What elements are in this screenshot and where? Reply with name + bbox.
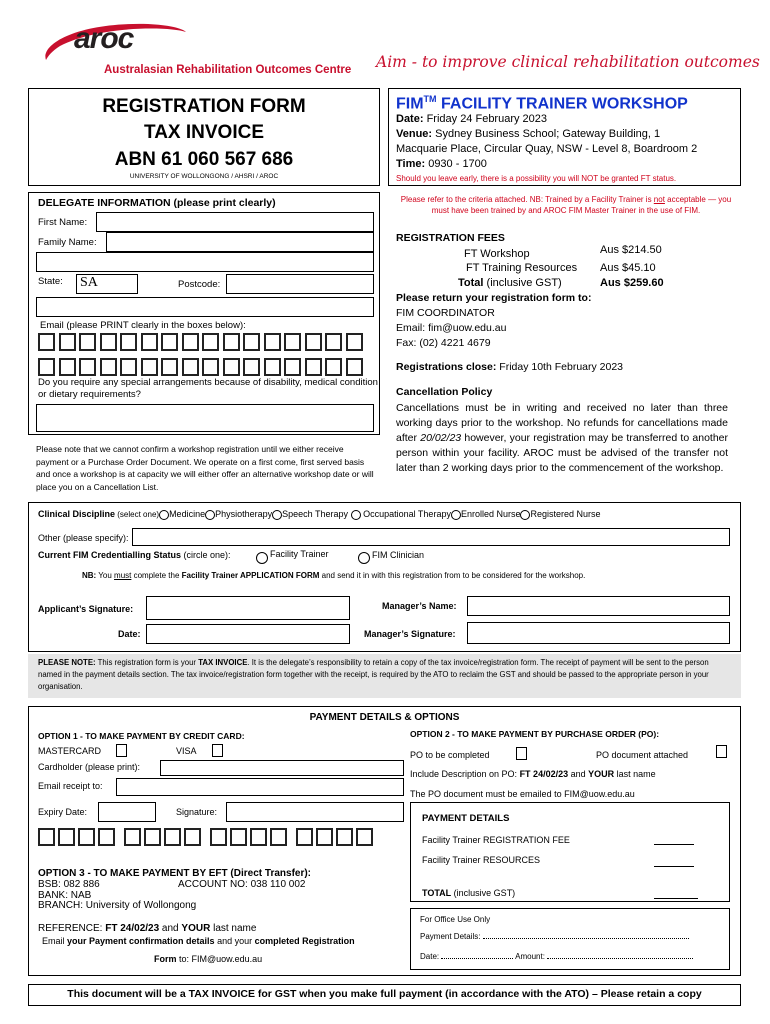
ref-and: and: [159, 923, 182, 934]
credential-hint: (circle one):: [181, 550, 231, 560]
cancellation-heading: Cancellation Policy: [396, 386, 493, 398]
credential-label: Current FIM Credentialling Status: [38, 550, 182, 560]
facility-field[interactable]: [36, 252, 374, 272]
bsb: BSB: 082 886: [38, 879, 100, 890]
mobile-field[interactable]: [36, 297, 374, 317]
email-label: Email (please PRINT clearly in the boxes below):: [40, 320, 246, 331]
cancellation-text: [396, 401, 728, 476]
radio-physiotherapy[interactable]: [205, 510, 215, 520]
radio-occupational-therapy[interactable]: [351, 510, 361, 520]
coordinator-email: Email: fim@uow.edu.au: [396, 322, 507, 334]
aroc-logo: [38, 16, 188, 68]
logo-text: aroc: [74, 22, 134, 55]
form-subtitle: UNIVERSITY OF WOLLONGONG / AHSRI / AROC: [129, 173, 279, 180]
first-name-label: First Name:: [38, 217, 88, 228]
email-char-box[interactable]: [182, 358, 199, 376]
ref-value: FT 24/02/23: [105, 923, 160, 934]
please-note-tax: TAX INVOICE: [198, 658, 248, 667]
office-payment-details: [420, 932, 689, 941]
radio-medicine[interactable]: [159, 510, 169, 520]
fee-row-resources-value: Aus $45.10: [600, 262, 656, 274]
postcode-field[interactable]: [226, 274, 374, 294]
email-char-box[interactable]: [182, 333, 199, 351]
ref-last: last name: [210, 923, 257, 934]
coordinator-fax: Fax: (02) 4221 4679: [396, 337, 491, 349]
email-char-box[interactable]: [223, 358, 240, 376]
bank: BANK: NAB: [38, 890, 92, 901]
discipline-select-hint: (select one): [115, 510, 160, 519]
postcode-label: Postcode:: [178, 279, 221, 290]
date-label-sig: Date:: [118, 629, 141, 639]
email-char-box[interactable]: [325, 358, 342, 376]
option2-heading: OPTION 2 - TO MAKE PAYMENT BY PURCHASE ORDER (PO):: [410, 729, 660, 739]
form-title: REGISTRATION FORM: [102, 96, 306, 117]
email-char-box[interactable]: [346, 333, 363, 351]
card-digit-box[interactable]: [124, 828, 141, 846]
cardholder-field[interactable]: [160, 760, 404, 776]
card-digit-box[interactable]: [210, 828, 227, 846]
email-char-box[interactable]: [264, 358, 281, 376]
option1-heading: OPTION 1 - TO MAKE PAYMENT BY CREDIT CARD:: [38, 731, 245, 741]
branch: BRANCH: University of Wollongong: [38, 900, 197, 911]
email-char-box[interactable]: [38, 358, 55, 376]
email-boxes-row-2[interactable]: [38, 358, 368, 378]
email-char-box[interactable]: [120, 358, 137, 376]
office-amount-label: Amount:: [515, 952, 545, 961]
fees-heading: REGISTRATION FEES: [396, 232, 505, 244]
email-char-box[interactable]: [100, 333, 117, 351]
please-note-t2: . It is the delegate’s responsibility to retain a copy of the tax invoice/registration form. The receipt of payment will be sent to the person named in the payment details section. The tax invoice/registration form together with the receipt, is required by the ATO to reclaim the GST and should be passed to the appropriate person in your organisation.: [38, 658, 709, 691]
email-char-box[interactable]: [325, 333, 342, 351]
cardholder-label: Cardholder (please print):: [38, 762, 141, 772]
radio-registered-nurse[interactable]: [520, 510, 530, 520]
discipline-label: Clinical Discipline: [38, 509, 116, 519]
office-pay-label: Payment Details:: [420, 932, 481, 941]
email-char-box[interactable]: [120, 333, 137, 351]
nb-prefix: NB:: [82, 571, 97, 580]
option-medicine: Medicine: [169, 509, 206, 519]
form-to-email: to: FIM@uow.edu.au: [176, 954, 263, 964]
nb-mid: complete the: [131, 571, 182, 580]
confirm-2: your Payment confirmation details: [67, 936, 215, 946]
pd-heading: PAYMENT DETAILS: [422, 813, 510, 824]
family-name-label: Family Name:: [38, 237, 97, 248]
card-digit-box[interactable]: [356, 828, 373, 846]
confirm-1: Email: [42, 936, 68, 946]
trademark: TM: [423, 94, 437, 104]
state-label: State:: [38, 276, 63, 287]
abn: ABN 61 060 567 686: [114, 149, 294, 170]
close-value: Friday 10th February 2023: [496, 361, 624, 373]
workshop-title-rest: FACILITY TRAINER WORKSHOP: [436, 95, 688, 113]
fee-total-value: Aus $259.60: [600, 277, 664, 289]
time-label: Time:: [396, 158, 426, 170]
manager-name-label: Manager’s Name:: [382, 601, 457, 611]
card-digit-box[interactable]: [144, 828, 161, 846]
visa-checkbox[interactable]: [212, 744, 223, 757]
radio-enrolled-nurse[interactable]: [451, 510, 461, 520]
payment-heading: PAYMENT DETAILS & OPTIONS: [309, 712, 460, 723]
option-occupational-therapy: Occupational Therapy: [363, 509, 451, 519]
venue-label: Venue:: [396, 128, 433, 140]
total-label: Total: [458, 277, 484, 289]
please-note-text: [38, 657, 734, 693]
option-enrolled-nurse: Enrolled Nurse: [460, 509, 521, 519]
option-speech-therapy: Speech Therapy: [282, 509, 349, 519]
credential-row: [38, 550, 231, 560]
office-date-amount: [420, 952, 693, 961]
confirmation-email: [42, 936, 355, 946]
criteria-not: not: [653, 195, 665, 204]
manager-name-field[interactable]: [467, 596, 730, 616]
close-label: Registrations close:: [396, 361, 497, 373]
reference: [38, 923, 256, 934]
venue-value: Sydney Business School; Gateway Building, 1: [432, 128, 661, 140]
cancel-text-1: Cancellations must be in writing and received no later than three working days prior to the workshop. No refunds for cancellations made after: [396, 402, 728, 444]
family-name-field[interactable]: [106, 232, 374, 252]
nb-you: You: [96, 571, 115, 580]
workshop-date: [396, 113, 547, 125]
cancel-date: 20/02/23: [420, 432, 462, 444]
fee-row-resources-label: FT Training Resources: [466, 262, 578, 274]
email-char-box[interactable]: [305, 333, 322, 351]
mastercard-label: MASTERCARD: [38, 746, 102, 756]
receipt-email-field[interactable]: [116, 778, 404, 796]
workshop-time: [396, 158, 487, 170]
return-heading: Please return your registration form to:: [396, 292, 592, 304]
option-registered-nurse: Registered Nurse: [530, 509, 601, 519]
tagline: Aim - to improve clinical rehabilitation outcomes: [376, 53, 760, 71]
card-digit-box[interactable]: [316, 828, 333, 846]
workshop-venue: [396, 128, 660, 140]
delegate-heading: DELEGATE INFORMATION (please print clearly): [38, 197, 276, 209]
special-arrangements-field[interactable]: [36, 404, 374, 432]
radio-fim-clinician[interactable]: [358, 552, 370, 564]
criteria-note: [396, 194, 736, 216]
card-digit-box[interactable]: [38, 828, 55, 846]
email-char-box[interactable]: [79, 333, 96, 351]
confirm-3: and your: [214, 936, 255, 946]
confirmation-note: Please note that we cannot confirm a workshop registration until we either receive payment or a Purchase Order Document. We operate on a first come, first served basis and once a workshop is at capacity we will either offer an alternative workshop date or will place you on a Cancellation List.: [36, 444, 374, 492]
card-number-boxes[interactable]: [38, 828, 378, 848]
email-char-box[interactable]: [38, 333, 55, 351]
pd-total: [422, 888, 515, 898]
manager-signature-label: Manager’s Signature:: [364, 629, 456, 639]
receipt-label: Email receipt to:: [38, 781, 103, 791]
confirm-4: completed Registration: [254, 936, 355, 946]
po-description: [410, 769, 656, 779]
option-facility-trainer: Facility Trainer: [270, 549, 329, 559]
email-char-box[interactable]: [223, 333, 240, 351]
office-date-label: Date:: [420, 952, 440, 961]
radio-facility-trainer[interactable]: [256, 552, 268, 564]
card-digit-box[interactable]: [98, 828, 115, 846]
card-digit-box[interactable]: [296, 828, 313, 846]
email-char-box[interactable]: [284, 358, 301, 376]
email-char-box[interactable]: [202, 358, 219, 376]
special-arrangements-label: Do you require any special arrangements because of disability, medical condition or dietary requirements?: [38, 377, 378, 400]
expiry-label: Expiry Date:: [38, 807, 88, 817]
office-use-label: For Office Use Only: [420, 915, 491, 924]
email-char-box[interactable]: [305, 358, 322, 376]
po-email-note: The PO document must be emailed to FIM@uow.edu.au: [410, 789, 635, 799]
option-fim-clinician: FIM Clinician: [372, 550, 425, 560]
email-char-box[interactable]: [141, 333, 158, 351]
po-attached-checkbox[interactable]: [716, 745, 727, 758]
total-note: (inclusive GST): [483, 277, 562, 289]
card-digit-box[interactable]: [164, 828, 181, 846]
card-signature-field[interactable]: [226, 802, 404, 822]
email-char-box[interactable]: [141, 358, 158, 376]
card-digit-box[interactable]: [336, 828, 353, 846]
office-date-line[interactable]: [441, 958, 513, 959]
fee-row-workshop-label: FT Workshop: [464, 248, 530, 260]
fee-row-workshop-value: Aus $214.50: [600, 244, 662, 256]
card-digit-box[interactable]: [230, 828, 247, 846]
footer-text: This document will be a TAX INVOICE for GST when you make full payment (in accordance with the ATO) – Please retain a copy: [67, 988, 702, 1000]
pd-resources-line[interactable]: [654, 866, 694, 867]
workshop-title: [396, 94, 688, 113]
please-note-t1: This registration form is your: [95, 658, 199, 667]
nb-note: [82, 571, 585, 580]
date-label: Date:: [396, 113, 424, 125]
workshop-venue-line2: Macquarie Place, Circular Quay, NSW - Level 8, Boardroom 2: [396, 143, 698, 155]
first-name-field[interactable]: [96, 212, 374, 232]
email-char-box[interactable]: [59, 333, 76, 351]
mastercard-checkbox[interactable]: [116, 744, 127, 757]
fee-total-label: [458, 277, 562, 289]
po-attached-label: PO document attached: [596, 750, 689, 760]
cancel-text-2: however, your registration may be transferred to another person within your facility. AROC must be advised of the transfer not later than 2 working days prior to the commencement of the workshop.: [396, 432, 728, 474]
email-boxes-row-1[interactable]: [38, 333, 368, 353]
card-digit-box[interactable]: [58, 828, 75, 846]
ref-label: REFERENCE:: [38, 923, 106, 934]
email-char-box[interactable]: [59, 358, 76, 376]
pd-total-line[interactable]: [654, 898, 698, 899]
nb-bold: Facility Trainer APPLICATION FORM: [181, 571, 320, 580]
applicant-signature-field[interactable]: [146, 596, 350, 620]
email-char-box[interactable]: [243, 358, 260, 376]
po-completed-label: PO to be completed: [410, 750, 490, 760]
po-completed-checkbox[interactable]: [516, 747, 527, 760]
po-include-1: Include Description on PO:: [410, 769, 520, 779]
pd-total-label: TOTAL: [422, 888, 452, 898]
pd-total-note: (inclusive GST): [451, 888, 516, 898]
account-number: ACCOUNT NO: 038 110 002: [178, 879, 306, 890]
form-to: [154, 954, 262, 964]
state-value: SA: [80, 275, 98, 290]
email-char-box[interactable]: [161, 358, 178, 376]
discipline-row: [38, 509, 601, 520]
signature-label: Signature:: [176, 807, 218, 817]
ref-your: YOUR: [181, 923, 211, 934]
criteria-text-1: Please refer to the criteria attached. NB: Trained by a Facility Trainer is: [400, 195, 654, 204]
leave-early-note: Should you leave early, there is a possibility you will NOT be granted FT status.: [396, 174, 677, 183]
email-char-box[interactable]: [284, 333, 301, 351]
office-pay-line[interactable]: [483, 938, 689, 939]
pd-fee-line[interactable]: [654, 844, 694, 845]
po-your: YOUR: [588, 769, 615, 779]
time-value: 0930 - 1700: [425, 158, 487, 170]
email-char-box[interactable]: [346, 358, 363, 376]
email-char-box[interactable]: [202, 333, 219, 351]
date-field[interactable]: [146, 624, 350, 644]
tax-invoice-title: TAX INVOICE: [144, 122, 264, 143]
applicant-signature-label: Applicant’s Signature:: [38, 604, 134, 614]
form-label: Form: [154, 954, 177, 964]
card-digit-box[interactable]: [250, 828, 267, 846]
card-digit-box[interactable]: [78, 828, 95, 846]
card-digit-box[interactable]: [184, 828, 201, 846]
email-char-box[interactable]: [100, 358, 117, 376]
option-physiotherapy: Physiotherapy: [215, 509, 273, 519]
card-digit-box[interactable]: [270, 828, 287, 846]
org-name: Australasian Rehabilitation Outcomes Centre: [104, 64, 352, 76]
pd-fee-label: Facility Trainer REGISTRATION FEE: [422, 835, 570, 845]
radio-speech-therapy[interactable]: [272, 510, 282, 520]
visa-label: VISA: [176, 746, 197, 756]
please-note-label: PLEASE NOTE:: [38, 658, 96, 667]
coordinator: FIM COORDINATOR: [396, 307, 495, 319]
nb-end: and send it in with this registration from to be considered for the workshop.: [319, 571, 586, 580]
email-char-box[interactable]: [79, 358, 96, 376]
expiry-field[interactable]: [98, 802, 156, 822]
option3-heading: OPTION 3 - TO MAKE PAYMENT BY EFT (Direct Transfer):: [38, 868, 312, 879]
criteria-text-2: acceptable — you must have been trained by and AROC FIM Master Trainer in the use of FIM.: [431, 195, 732, 215]
registrations-close: [396, 361, 623, 373]
email-char-box[interactable]: [243, 333, 260, 351]
workshop-title-fim: FIM: [396, 95, 424, 113]
po-ref: FT 24/02/23: [519, 769, 569, 779]
other-discipline-field[interactable]: [132, 528, 730, 546]
pd-resources-label: Facility Trainer RESOURCES: [422, 855, 541, 865]
office-amount-line[interactable]: [547, 958, 693, 959]
nb-must: must: [114, 571, 132, 580]
po-include-2: and: [568, 769, 589, 779]
date-value: Friday 24 February 2023: [423, 113, 548, 125]
email-char-box[interactable]: [264, 333, 281, 351]
email-char-box[interactable]: [161, 333, 178, 351]
po-include-3: last name: [614, 769, 656, 779]
manager-signature-field[interactable]: [467, 622, 730, 644]
other-label: Other (please specify):: [38, 533, 129, 543]
